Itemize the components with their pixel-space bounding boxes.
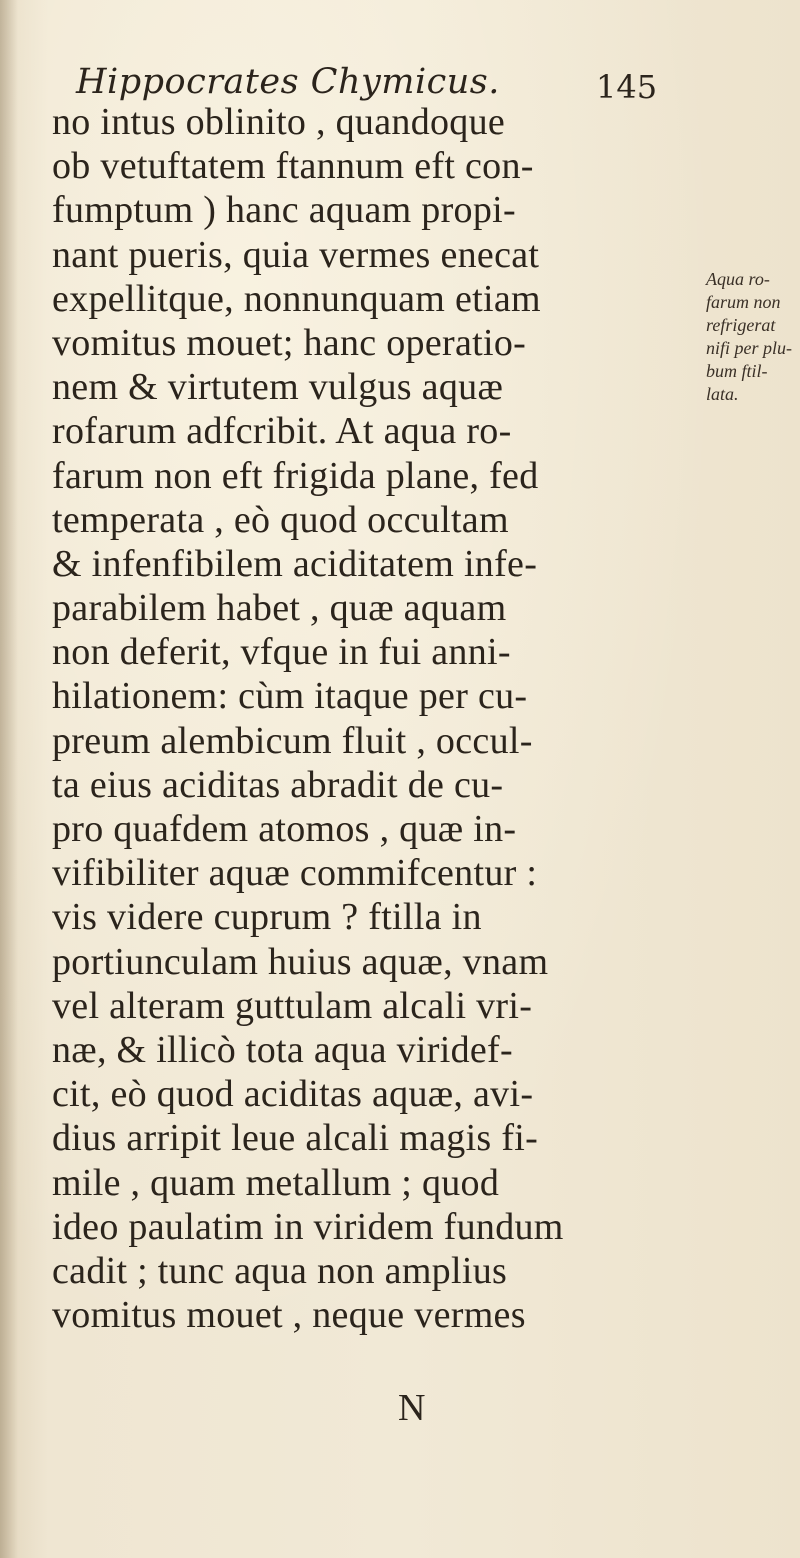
body-text [52,100,692,1337]
text-line: nem & virtutem vulgus aquæ [52,366,504,409]
gutter-shadow [0,0,18,1558]
text-line: farum non eft frigida plane, fed [52,454,539,497]
text-line: expellitque, nonnunquam etiam [52,277,541,320]
marginal-note [706,268,798,406]
marginal-note-line: nifi per plu- [706,338,792,358]
text-line: no intus oblinito , quandoque [52,101,506,143]
text-line: rofarum adfcribit. At aqua ro- [52,410,512,453]
text-line: temperata , eò quod occultam [52,498,509,541]
text-line: hilationem: cùm itaque per cu- [52,675,528,718]
page-number: 145 [596,68,658,106]
text-line: ideo paulatim in viridem fundum [52,1205,564,1248]
marginal-note-line: refrigerat [706,315,776,335]
text-line: vel alteram guttulam alcali vri- [52,984,533,1027]
running-title: Hippocrates Chymicus. [76,62,500,102]
text-line: vomitus mouet , neque vermes [52,1294,526,1337]
running-head [76,54,676,104]
marginal-note-line: farum non [706,292,781,312]
marginal-note-line: Aqua ro- [706,269,770,289]
text-line: dius arripit leue alcali magis fi- [52,1117,539,1160]
text-line: non deferit, vfque in fui anni- [52,631,511,674]
text-line: fumptum ) hanc aquam propi- [52,189,516,232]
marginal-note-line: lata. [706,384,739,404]
text-line: nant pueris, quia vermes enecat [52,233,540,276]
marginal-note-line: bum ftil- [706,361,768,381]
text-line: næ, & illicò tota aqua viridef- [52,1028,513,1071]
text-line: portiunculam huius aquæ, vnam [52,940,549,983]
text-line: cit, eò quod aciditas aquæ, avi- [52,1073,534,1116]
text-line: pro quafdem atomos , quæ in- [52,808,517,850]
catchword: N [398,1387,426,1429]
text-line: mile , quam metallum ; quod [52,1161,500,1204]
text-line: ob vetuftatem ftannum eft con- [52,145,534,188]
text-line: ta eius aciditas abradit de cu- [52,763,504,806]
text-line: vifibiliter aquæ commifcentur : [52,852,538,895]
text-line: vomitus mouet; hanc operatio- [52,321,527,364]
text-line: parabilem habet , quæ aquam [52,587,507,630]
text-line: & infenfibilem aciditatem infe- [52,542,538,585]
text-line: cadit ; tunc aqua non amplius [52,1249,508,1292]
text-line: vis videre cuprum ? ftilla in [52,896,482,939]
text-line: preum alembicum fluit , occul- [52,719,533,762]
